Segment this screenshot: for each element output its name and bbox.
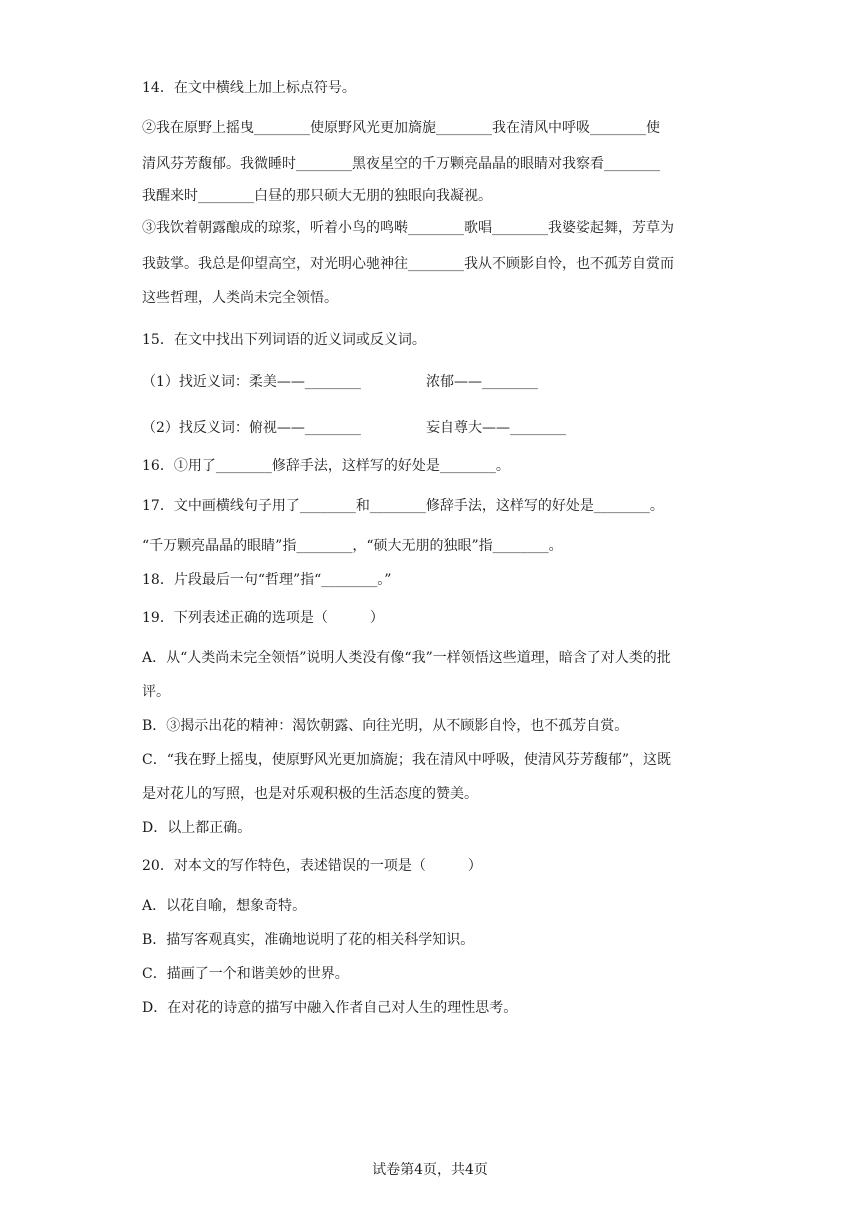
question-20-option-a: A．以花自喻，想象奇特。 — [142, 898, 307, 914]
question-20-option-d: D．在对花的诗意的描写中融入作者自己对人生的理性思考。 — [142, 1000, 518, 1016]
question-18-title: 18．片段最后一句“哲理”指“________。” — [142, 572, 392, 588]
question-19-option-a-line-2: 评。 — [142, 684, 170, 700]
question-15-synonym-1: （1）找近义词：柔美——________ — [142, 374, 361, 390]
question-19-option-a-line-1: A．从“人类尚未完全领悟”说明人类没有像“我”一样领悟这些道理，暗含了对人类的批 — [142, 650, 671, 666]
question-15-title: 15．在文中找出下列词语的近义词或反义词。 — [142, 332, 426, 348]
question-19-option-c-line-2: 是对花儿的写照，也是对乐观积极的生活态度的赞美。 — [142, 786, 478, 802]
question-14-line-6: 这些哲理，人类尚未完全领悟。 — [142, 290, 338, 306]
page-footer: 试卷第4页，共4页 — [372, 1162, 488, 1178]
question-19-title: 19．下列表述正确的选项是（ ） — [142, 610, 384, 626]
question-19-option-c-line-1: C．“我在野上摇曳，使原野风光更加旖旎；我在清风中呼吸，使清风芬芳馥郁”，这既 — [142, 752, 672, 768]
question-19-option-d: D．以上都正确。 — [142, 820, 252, 836]
question-15-synonym-2: 浓郁——________ — [426, 374, 538, 390]
question-15-antonym-2: 妄自尊大——________ — [426, 420, 566, 436]
question-14-title: 14．在文中横线上加上标点符号。 — [142, 80, 356, 96]
question-14-line-1: ②我在原野上摇曳________使原野风光更加旖旎________我在清风中呼吸________使 — [142, 120, 660, 136]
question-16-title: 16．①用了________修辞手法，这样写的好处是________。 — [142, 458, 510, 474]
question-14-line-4: ③我饮着朝露酿成的琼浆，听着小鸟的鸣啭________歌唱________我婆娑起舞，芳草为 — [142, 220, 674, 236]
question-15-antonym-1: （2）找反义词：俯视——________ — [142, 420, 361, 436]
question-20-title: 20．对本文的写作特色，表述错误的一项是（ ） — [142, 858, 482, 874]
question-14-line-5: 我鼓掌。我总是仰望高空，对光明心驰神往________我从不顾影自怜，也不孤芳自赏而 — [142, 256, 674, 272]
question-17-line-2: “千万颗亮晶晶的眼睛”指________，“硕大无朋的独眼”指________。 — [142, 538, 563, 554]
question-14-line-3: 我醒来时________白昼的那只硕大无朋的独眼向我凝视。 — [142, 188, 492, 204]
question-20-option-b: B．描写客观真实，准确地说明了花的相关科学知识。 — [142, 932, 475, 948]
question-20-option-c: C．描画了一个和谐美妙的世界。 — [142, 966, 349, 982]
question-14-line-2: 清风芬芳馥郁。我微睡时________黑夜星空的千万颗亮晶晶的眼睛对我察看________ — [142, 156, 660, 172]
question-17-title: 17．文中画横线句子用了________和________修辞手法，这样写的好处是________。 — [142, 498, 664, 514]
question-19-option-b: B．③揭示出花的精神：渴饮朝露、向往光明，从不顾影自怜，也不孤芳自赏。 — [142, 718, 629, 734]
